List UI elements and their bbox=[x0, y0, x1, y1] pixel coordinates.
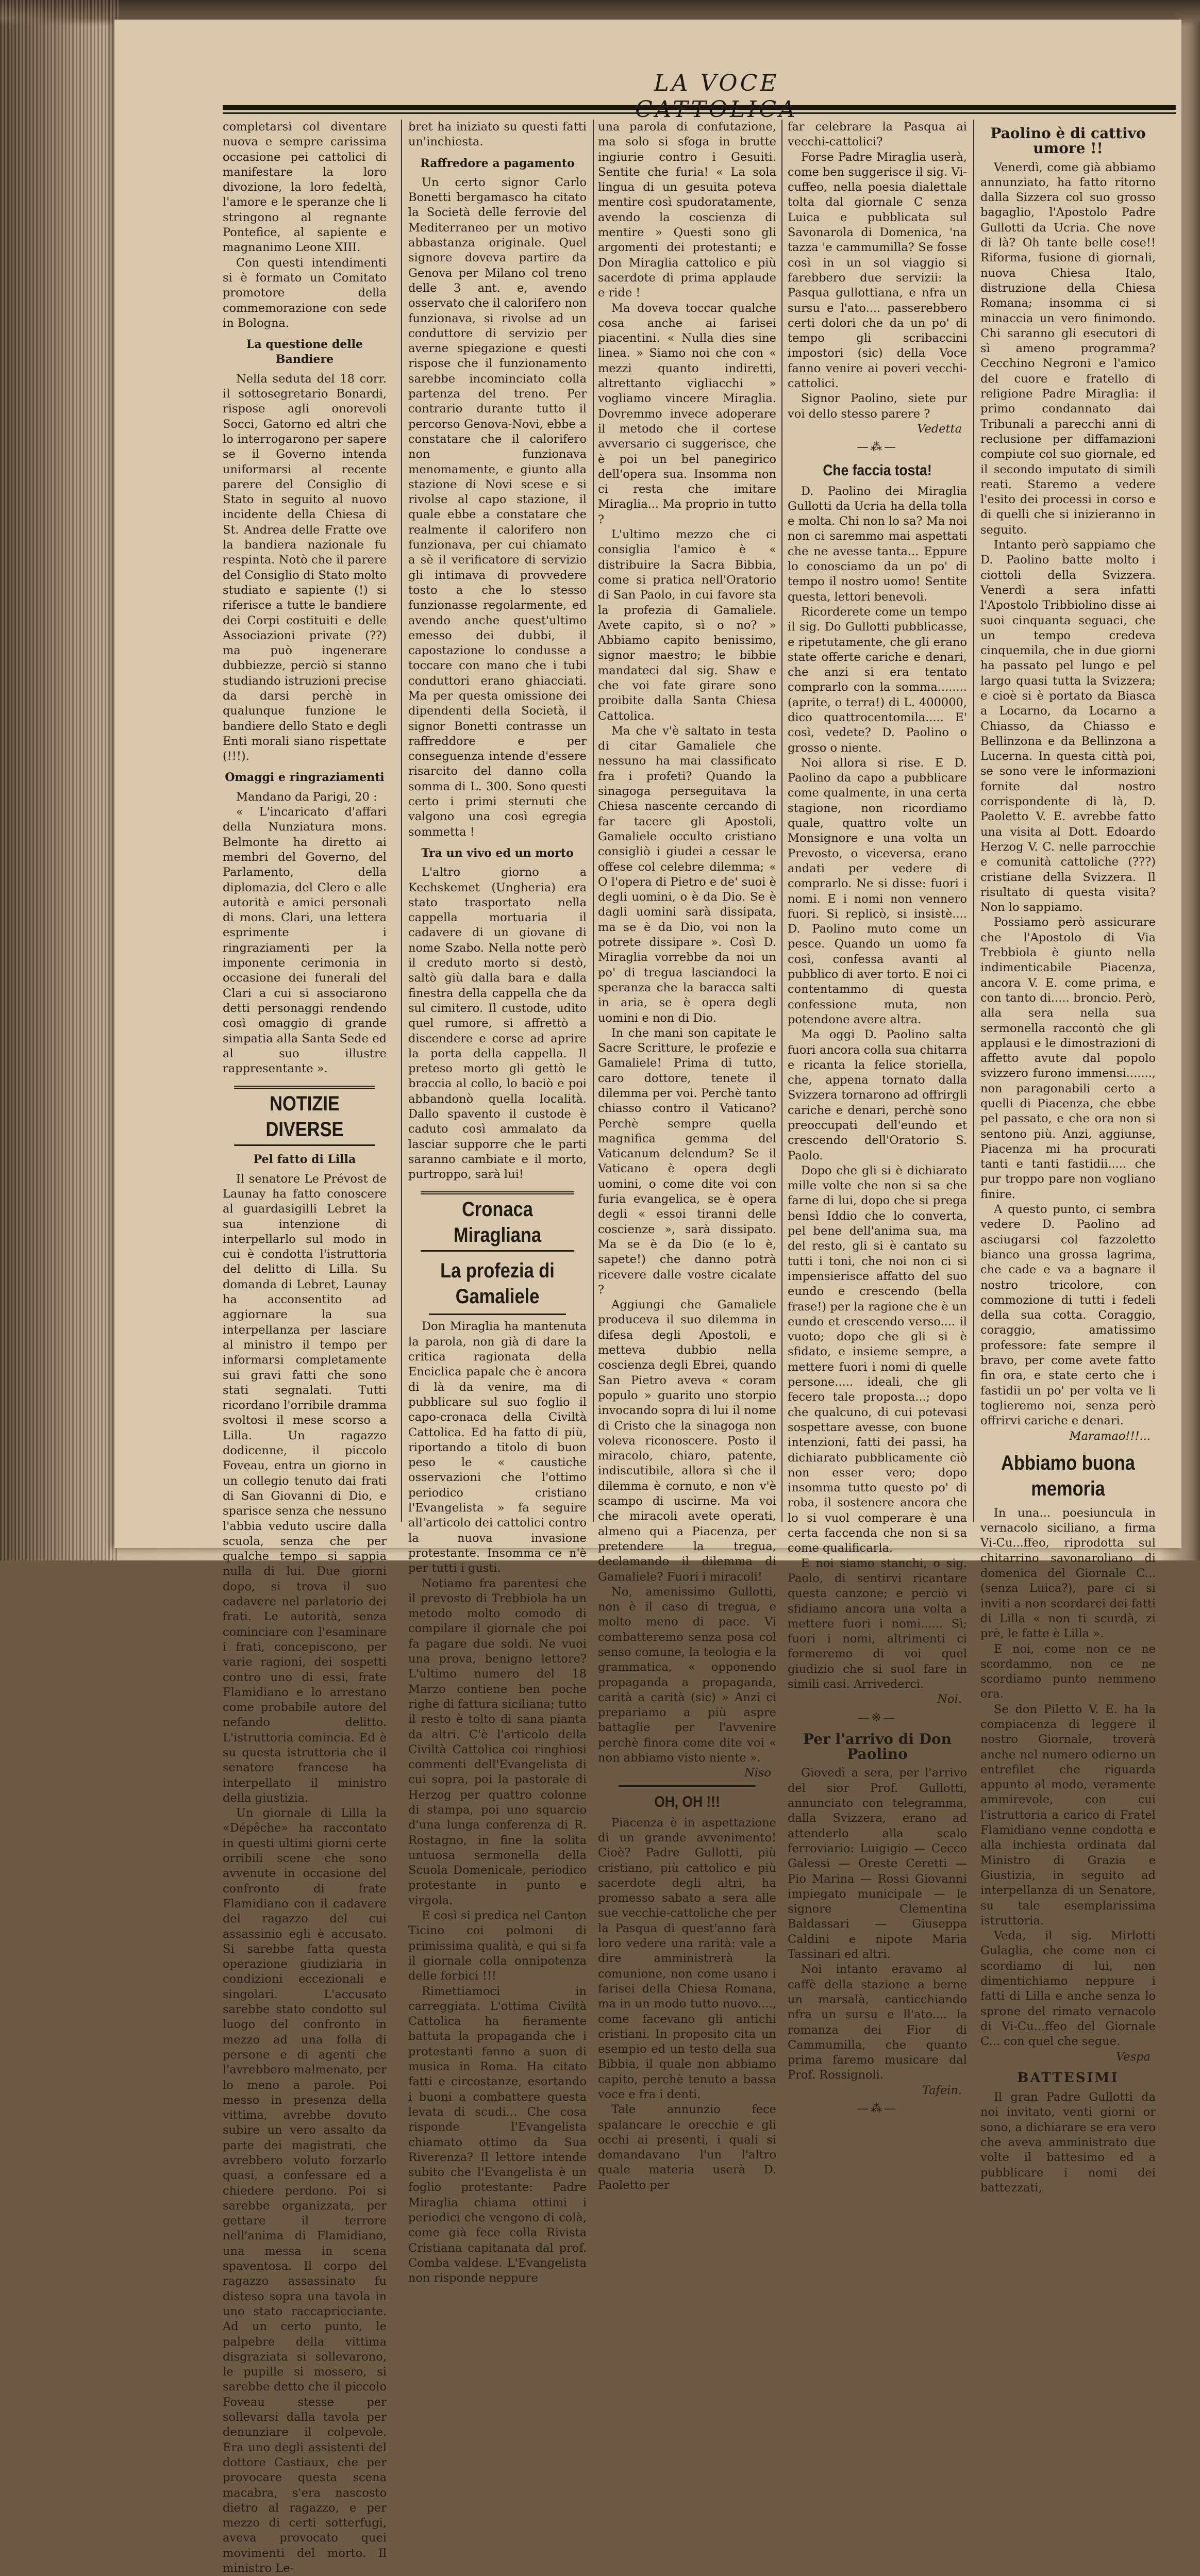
paragraph: E così si predica nel Canton Ticino coi polmoni di primissima qualità, e qui si fa il giornale colla onnipotenza delle forbici !!! bbox=[408, 1909, 587, 1983]
paragraph: una parola di confutazione, ma solo si sfoga in brutte ingiurie contro i Gesuiti. Sentite che furia! « La sola lingua di un gesuita poteva mentire così spudoratamente, avendo la coscienza di mentire » Questi sono gli argomenti dei protestanti; e Don Miraglia cattolico e più sacerdote di prima applaude e ride ! bbox=[598, 120, 776, 300]
paragraph: Il senatore Le Prévost de Launay ha fatto conoscere al guardasigilli Lebret la sua intenzione di interpellarlo sul modo in cui è condotta l'istruttoria del delitto di Lilla. Su domanda di Lebret, Launay ha acconsentito ad aggiornare la sua interpellanza per lasciare al ministro il tempo per informarsi completamente sui gravi fatti che sono stati segnalati. Tutti ricordano l'orribile dramma svoltosi il mese scorso a Lilla. Un ragazzo dodicenne, il piccolo Foveau, entra un giorno in un collegio tenuto dai frati di San Giovanni di Dio, e sparisce senza che nessuno l'abbia veduto uscire dalla scuola, senza che per qualche tempo si sappia nulla di lui. Due giorni dopo, si trova il suo cadavere nel parlatorio dei frati. Le autorità, senza cominciare con l'esaminare i frati, concepiscono, per varie ragioni, dei sospetti contro uno di essi, frate Flamidiano e lo arrestano come probabile autore del nefando delitto. L'istruttoria comincia. Ed è su questa istruttoria che il senatore francese ha interpellato il ministro della giustizia. bbox=[223, 1172, 387, 1805]
paragraph: E noi siamo stanchi, o sig. Paolo, di sentirvi ricantare questa canzone; e perciò vi sfidiamo ancora una volta a mettere fuori i nomi...... Sì; fuori i nomi, altrimenti ci formeremo di voi quel giudizio che si suol fare in simili casi. Arrivederci. bbox=[788, 1556, 967, 1691]
paragraph: Ricorderete come un tempo il sig. Do Gullotti pubblicasse, e ripetutamente, che gli erano state offerte cariche e denari, che anzi si era tentato comprarlo con la somma........ (aprite, o terra!) di L. 400000, dico quattrocentomila..... E' così, vedete? D. Paolino o grosso o niente. bbox=[788, 605, 967, 755]
section-title-notizie: NOTIZIE DIVERSE bbox=[234, 1086, 375, 1146]
section-heading: BATTESIMI bbox=[1017, 2070, 1119, 2086]
paragraph: Un giornale di Lilla la «Dépêche» ha raccontato in questi ultimi giorni certe orribili scene che sono avvenute in occasione del confronto di frate Flamidiano con il cadavere del ragazzo del cui assassinio egli è accusato. Si sarebbe fatta questa operazione giudiziaria in condizioni eccezionali e singolari. L'accusato sarebbe stato condotto sul luogo del confronto in mezzo ad una folla di persone e di agenti che l'avrebbero malmenato, per lo meno a parole. Poi messo in presenza della vittima, avrebbe dovuto subire un vero assalto da parte dei magistrati, che avrebbero voluto forzarlo quasi, a confessare ed a chiedere perdono. Poi si sarebbe organizzata, per gettare il terrore nell'anima di Flamidiano, una messa in scena spaventosa. Il corpo del ragazzo assassinato fu disteso sopra una tavola in uno stato raccapricciante. Ad un certo punto, le palpebre della vittima disgraziata si sollevarono, le pupille si mossero, si sarebbe detto che il piccolo Foveau stesse per sollevarsi dalla tavola per denunziare il colpevole. Era uno degli assistenti del dottore Castiaux, che per provocare questa scena macabra, s'era nascosto dietro al ragazzo, e per mezzo di certi sotterfugi, aveva provocato quei movimenti del morto. Il ministro Le- bbox=[223, 1806, 387, 2575]
paragraph: Veda, il sig. Mirlotti Gulaglia, che come non ci scordiamo di lui, non dimentichiamo neppure i fatti di Lilla e anche senza lo sprone del rimato vernacolo di Vi-Cu...ffeo del Giornale C... con quel che segue. bbox=[980, 1929, 1156, 2049]
article-headline: OH, OH !!! bbox=[654, 1793, 720, 1810]
paragraph: Un certo signor Carlo Bonetti bergamasco ha citato la Società delle ferrovie del Mediterraneo per un motivo abbastanza originale. Quel signore doveva partire da Genova per Milano col treno delle 3 ant. e, avendo osservato che il calorifero non funzionava, si rivolse ad un conduttore di servizio per averne spiegazione e questi rispose che il funzionamento sarebbe incominciato colla partenza del treno. Per contrario durante tutto il percorso Genova-Novi, ebbe a constatare che il calorifero non funzionava menomamente, e giunto alla stazione di Novi scese e si rivolse al capo stazione, il quale ebbe a constatare che realmente il calorifero non funzionava, per cui chiamato a sè il verificatore di servizio gli intimava di provvedere tosto a che lo stesso funzionasse regolarmente, ed avendo anche quest'ultimo emesso dei dubbi, il capostazione lo condusse a toccare con mano che i tubi conduttori erano ghiacciati. Ma per questa omissione dei dipendenti della Società, il signor Bonetti contrasse un raffreddore e per conseguenza intende d'essere risarcito del danno colla somma di L. 300. Sono questi certo i primi sternuti che valgono una così egregia sommetta ! bbox=[408, 175, 587, 839]
paragraph: Giovedì a sera, per l'arrivo del sior Prof. Gullotti, annunciato con telegramma, dalla Svizzera, erano ad attenderlo alla scalo ferroviario: Luigigio — Cecco Galessi — Oreste Ceretti — Pio Marina — Rossi Giovanni impiegato municipale — le signore Clementina Baldassari — Giuseppa Caldini e nipote Maria Tassinari ed altri. bbox=[788, 1766, 967, 1962]
paragraph: bret ha iniziato su questi fatti un'inchiesta. bbox=[408, 120, 587, 149]
paragraph: Dopo che gli si è dichiarato mille volte che non si sa che farne di lui, dopo che si prega bensì Iddio che lo converta, pel bene dell'anima sua, ma del resto, gli si è cantato su tutti i toni, che noi non ci si impensierisce affatto del suo eundo e crescendo (bella frase!) per la ragione che è un eundo et crescendo verso.... il vuoto; dopo che gli si è sfidato, e insieme sempre, a mettere fuori i nomi di quelle persone..... ideali, che gli fecero tale proposta...; dopo che qualcuno, di cui potevasi sospettare avesse, con buone intenzioni, fatti dei passi, ha dichiarato pubblicamente ciò non esser vero; dopo insomma tutto questo po' di roba, il sostenere ancora che lo si vuol comperare è una certa faccenda che non si sa come qualificarla. bbox=[788, 1164, 967, 1555]
paragraph: Ma doveva toccar qualche cosa anche ai farisei piacentini. « Nulla dies sine linea. » Siamo noi che con « mezzi quanto indiretti, altrettanto vigliacchi » vogliamo vincere Miraglia. Dovremmo invece adoperare il metodo che il cortese avversario ci suggerisce, che è poi un bel panegirico dell'opera sua. Insomma non ci resta che imitare Miraglia... Ma proprio in tutto ? bbox=[598, 301, 776, 526]
column-2 bbox=[408, 120, 587, 2285]
ornament: —⁂— bbox=[857, 440, 898, 454]
paragraph: Mandano da Parigi, 20 : bbox=[236, 790, 377, 804]
ornament: —※— bbox=[858, 1710, 897, 1724]
signature: Vedetta bbox=[917, 422, 962, 436]
divider bbox=[429, 1314, 566, 1315]
paragraph: Tale annunzio fece spalancare le orecchie e gli occhi ai presenti, i quali si domandavano l'un l'altro quale materia userà D. Paoletto per bbox=[598, 2103, 776, 2192]
column-separator bbox=[781, 120, 782, 1522]
paragraph: Notiamo fra parentesi che il prevosto di Trebbiola ha un metodo molto comodo di compilare il giornale che poi fa pagare due soldi. Ne vuoi una prova, benigno lettore? L'ultimo numero del 18 Marzo contiene ben poche righe di fattura siciliana; tutto il resto è tolto di sana pianta da altri. C'è l'articolo della Civiltà Cattolica coi ringhiosi commenti dell'Evangelista di cui sopra, poi la pastorale di Herzog per quattro colonne di stampa, poi uno squarcio d'una lunga conferenza di R. Rostagno, in fine la solita untuosa sermonella della Scuola Domenicale, periodico protestante in punto e virgola. bbox=[408, 1576, 587, 1907]
column-4 bbox=[788, 120, 967, 2115]
paragraph: far celebrare la Pasqua ai vecchi-cattolici? bbox=[788, 120, 967, 149]
column-5 bbox=[980, 120, 1156, 2195]
section-title-cronaca: Cronaca Miragliana bbox=[421, 1191, 574, 1252]
article-headline: Abbiamo buona memoria bbox=[1001, 1451, 1135, 1500]
column-1 bbox=[223, 120, 387, 2575]
paragraph: Forse Padre Miraglia userà, come ben suggerisce il sig. Vi-cuffeo, nella poesia dialettale tolta dal giornale C senza Luica e pubblicata sul Savonarola di Domenica, 'na tazza 'e cammumilla? Se fosse così in un sol viaggio si farebbero due servizii: la Pasqua gullottiana, e nfra un sursu e l'ato.... passerebbero certi dolori che da un po' di tempo gli scribaccini impostori (sic) della Voce fanno venire ai poveri vecchi-cattolici. bbox=[788, 150, 967, 391]
section-heading: Raffredore a pagamento bbox=[420, 156, 575, 170]
paragraph: In che mani son capitate le Sacre Scritture, le profezie e Gamaliele! Prima di tutto, caro dottore, tenete il dilemma per voi. Perchè tanto chiasso contro il Vaticano? Perchè sempre quella magnifica gemma del Vaticanum delendum? Se il Vaticano è opera degli uomini, o come dite voi con furia evangelica, se è opera degli « essoi tiranni delle coscienze », sarà dissipato. Ma se è da Dio (e lo è, sapete!) che danno potrà ricevere dalle vostre cicalate ? bbox=[598, 1026, 776, 1297]
paragraph: Venerdì, come già abbiamo annunziato, ha fatto ritorno dalla Sizzera col suo grosso bagaglio, l'Apostolo Padre Gullotti da Ucria. Che nove di là? Oh tante belle cose!! Riforma, fusione di giornali, nuova Chiesa Italo, distruzione della Chiesa Romana; insomma ci si minaccia un vero finimondo. Chi saranno gli esecutori di sì ameno programma? Cecchino Negroni e l'amico del cuore e fratello di religione Padre Miraglia: il primo condannato dai Tribunali a parecchi anni di reclusione per diffamazioni compiute col suo giornale, ed il secondo imputato di simili reati. Staremo a vedere l'esito dei processi in corso e di quelli che si inizieranno in seguito. bbox=[980, 160, 1156, 537]
paragraph: L'ultimo mezzo che ci consiglia l'amico è « distribuire la Sacra Bibbia, come si pratica nell'Oratorio di San Paolo, in cui favore sta la profezia di Gamaliele. Avete capito, sì o no? » Abbiamo capito benissimo, signor maestro; le bibbie mandateci dal sig. Shaw e che voi fate girare sono proibite dalla Santa Chiesa Cattolica. bbox=[598, 528, 776, 723]
paragraph: Possiamo però assicurare che l'Apostolo di Via Trebbiola è giunto nella indimenticabile Piacenza, ancora V. E. come prima, e con tanto di..... broncio. Però, alla sera nella sua sermonella raccontò che gli applausi e le dimostrazioni di affetto avute dal popolo svizzero furono immensi......., non paragonabili certo a quelli di Piacenza, che ebbe pel passato, e che ora non si sentono più. Anzi, aggiunse, Piacenza mi ha procurati tanti e tanti fastidii..... che pur troppo pare non vogliano finire. bbox=[980, 916, 1156, 1201]
paragraph: Ma che v'è saltato in testa di citar Gamaliele che nessuno ha mai classificato fra i profeti? Quando la sinagoga perseguitava la Chiesa nascente cercando di far tacere gli Apostoli, Gamaliele occulto cristiano consigliò i giudei a cessar le offese col celebre dilemma; « O l'opera di Pietro e de' suoi è degli uomini, o è da Dio. Se è dagli uomini sarà dissipata, ma se è da Dio, voi non la potrete dissipare ». Così D. Miraglia vorrebbe da noi un po' di tregua lasciandoci la speranza che la baracca salti in aria, se è opera degli uomini e non di Dio. bbox=[598, 724, 776, 1025]
signature: Niso bbox=[744, 1766, 771, 1780]
section-heading: Tra un vivo ed un morto bbox=[421, 846, 574, 860]
column-3 bbox=[598, 120, 776, 2192]
section-heading: Per l'arrivo di Don Paolino bbox=[803, 1730, 952, 1763]
paragraph: No, amenissimo Gullotti, non è il caso di tregua, e molto meno di pace. Vi combatteremo senza posa col senso comune, la teologia e la grammatica, « opponendo propaganda a propaganda, carità a carità (sic) » Anzi ci prepariamo a più aspre battaglie per l'avvenire perchè finora come dite voi « non abbiamo visto niente ». bbox=[598, 1585, 776, 1765]
book-page-stack bbox=[0, 0, 119, 1560]
paragraph: Noi allora si rise. E D. Paolino da capo a pubblicare come qualmente, in una certa stagione, non ricordiamo quale, quattro volte un Monsignore e una volta un Prevosto, o viceversa, erano andati per vedere di comprarlo. Ne si disse: fuori i nomi. E i nomi non vennero fuori. Si replicò, si insistè.... D. Paolino muto come un pesce. Quando un uomo fa così, confessa avanti al pubblico di aver torto. E noi ci contentammo di questa confessione muta, non potendone avere altra. bbox=[788, 756, 967, 1026]
paragraph: In una... poesiuncula in vernacolo siciliano, a firma Vi-Cu...ffeo, riprodotta sul chitarrino savonaroliano di domenica del Giornale C... (senza Luica?), pare ci si inviti a non scordarci dei fatti di Lilla « non ti scurdà, zi prè, le fatte è Lilla ». bbox=[980, 1506, 1156, 1641]
masthead-rule-thin bbox=[223, 112, 1176, 114]
signature: Tafein. bbox=[922, 2083, 962, 2097]
masthead: LA VOCE bbox=[654, 70, 779, 96]
paragraph: completarsi col diventare nuova e sempre carissima occasione pei cattolici di manifestare la loro divozione, la loro fedeltà, l'amore e le speranze che li stringono al regnante Pontefice, al sapiente e magnanimo Leone XIII. bbox=[223, 120, 387, 255]
ornament: —⁂— bbox=[857, 2102, 898, 2115]
paragraph: Don Miraglia ha mantenuta la parola, non già di dare la critica ragionata della Enciclica papale che è ancora di là da venire, ma di pubblicare sul suo foglio il capo-cronaca della Civiltà Cattolica. Ed ha fatto di più, riportando a titolo di buon peso le « caustiche osservazioni che l'ottimo periodico cristiano l'Evangelista » fa seguire all'articolo dei cattolici contro la nuova invasione protestante. Insomma ce n'è per tutti i gusti. bbox=[408, 1320, 587, 1575]
article-headline: Che faccia tosta! bbox=[823, 461, 932, 479]
paragraph: A questo punto, ci sembra vedere D. Paolino ad asciugarsi col fazzoletto bianco una grossa lagrima, che cade e va a bagnare il nostro tricolore, con commozione di tutti i fedeli della sua cotta. Coraggio, coraggio, amatissimo professore: fate sempre il bravo, per come avete fatto fin ora, e state certo che i fastidii un po' per volta ve li toglieremo noi, senza però offrirvi cariche e denari. bbox=[980, 1203, 1156, 1428]
article-headline: La profezia di Gamaliele bbox=[440, 1259, 555, 1308]
paragraph: Noi intanto eravamo al caffè della stazione a berne un marsalà, canticchiando nfra un sursu e ll'ato.... la romanza dei Fior di Cammumilla, che quanto prima faremo musicare dal Prof. Rossignoli. bbox=[788, 1963, 967, 2082]
section-heading: La questione delle Bandiere bbox=[246, 338, 363, 367]
paragraph: Il gran Padre Gullotti da noi invitato, venti giorni or sono, a dichiarare se era vero che aveva amministrato due volte il battesimo ed a pubblicare i nomi dei battezzati, bbox=[980, 2090, 1156, 2195]
signature: Noi. bbox=[937, 1692, 962, 1706]
column-separator bbox=[401, 120, 402, 1522]
paragraph: « L'incaricato d'affari della Nunziatura mons. Belmonte ha diretto ai membri del Governo, del Parlamento, della diplomazia, del Clero e alle autorità e amici personali di mons. Clari, una lettera esprimente i ringraziamenti per la imponente cerimonia in occasione dei funerali del Clari a cui si associarono detti personaggi rendendo così omaggio di grande simpatia alla Santa Sede ed al suo illustre rappresentante ». bbox=[223, 805, 387, 1076]
paragraph: L'altro giorno a Kechskemet (Ungheria) era stato trasportato nella cappella mortuaria il cadavere di un giovane di nome Szabo. Nella notte però il creduto morto si destò, saltò giù dalla bara e dalla finestra della cappella che da sul cimitero. Il custode, udito quel rumore, si affrettò a discendere e corse ad aprire la porta della cappella. Il preteso morto gli gettò le braccia al collo, lo baciò e poi abbandonò quella località. Dallo spavento il custode è caduto così ammalato da lasciar supporre che le parti saranno cambiate e il morto, purtroppo, sarà lui! bbox=[408, 866, 587, 1182]
masthead-rule bbox=[223, 105, 1176, 110]
column-separator bbox=[973, 120, 974, 1522]
paragraph: Con questi intendimenti si è formato un Comitato promotore della commemorazione con sede in Bologna. bbox=[223, 256, 387, 330]
paragraph: Aggiungi che Gamaliele produceva il suo dilemma in difesa degli Apostoli, e metteva dubbio nella coscienza degli Ebrei, quando San Pietro aveva « coram populo » guarito uno storpio invocando sopra di lui il nome di Cristo che la sinagoga non voleva riconoscere. Posto il miracolo, chiaro, patente, indiscutibile, allora sì che il dilemma è cornuto, e non v'è scampo di uscirne. Ma voi che miracoli avete operati, almeno qui a Piacenza, per pretendere la tregua, declamando il dilemma di Gamaliele? Fuori i miracoli! bbox=[598, 1298, 776, 1584]
section-heading: Pel fatto di Lilla bbox=[253, 1153, 356, 1167]
paragraph: Piacenza è in aspettazione di un grande avvenimento! Cioè? Padre Gullotti, più cristiano, più cattolico e più sacerdote degli altri, ha promesso sabato a sera alle sue vecchie-cattoliche che per la Pasqua di quest'anno farà loro vedere una rarità: vale a dire amministrerà la comunione, non come usano i farisei della Chiesa Romana, ma in un modo tutto nuovo...., come facevano gli antichi cristiani. In proposito cita un esempio ed un testo della sua Bibbia, il quale non abbiamo capito, perchè tenuto a bassa voce e fra i denti. bbox=[598, 1816, 776, 2101]
paragraph: Signor Paolino, siete pur voi dello stesso parere ? bbox=[788, 392, 967, 421]
signature: Maramao!!!... bbox=[1069, 1429, 1151, 1443]
paragraph: Nella seduta del 18 corr. il sottosegretario Bonardi, rispose agli onorevoli Socci, Gatorno ed altri che lo interrogarono per sapere se il Governo intenda uniformarsi al recente parere del Consiglio di Stato in seguito al nuovo incidente della Chiesa di St. Andrea delle Fratte ove la bandiera nazionale fu respinta. Notò che il parere del Consiglio di Stato molto studiato e sapiente (!) si riferisce a tutte le bandiere dei Corpi costituiti e delle Associazioni private (??) ma può ingenerare dubbiezze, perciò si stanno studiando istruzioni precise da darsi perchè in qualunque funzione le bandiere dello Stato e degli Enti morali siano rispettate (!!!). bbox=[223, 372, 387, 763]
paragraph: Ma oggi D. Paolino salta fuori ancora colla sua chitarra e ricanta la felice storiella, che, appena tornato dalla Svizzera tornarono ad offrirgli cariche e denari, perchè sono preoccupati dell'eundo et crescendo dell'Oratorio S. Paolo. bbox=[788, 1028, 967, 1162]
paragraph: Se don Piletto V. E. ha la compiacenza di leggere il nostro Giornale, troverà anche nel numero odierno un entrefilet che riguarda appunto al modo, veramente ammirevole, con cui l'istruttoria a carico di Fratel Flamidiano venne condotta e alla inchiesta ordinata dal Ministro di Grazia e Giustizia, in seguito ad interpellanza di un Senatore, su tale esemplarissima istruttoria. bbox=[980, 1702, 1156, 1927]
divider bbox=[619, 1785, 756, 1787]
section-heading: Omaggi e ringraziamenti bbox=[225, 771, 385, 785]
paragraph: Intanto però sappiamo che D. Paolino batte molto i ciottoli della Svizzera. Venerdì a sera infatti l'Apostolo Tribbiolino disse ai suoi cinquanta seguaci, che un tempo credeva cinquemila, che in due giorni ha passato pel lungo e pel largo quasi tutta la Svizzera; e cioè si è portato da Biasca a Locarno, da Locarno a Chiasso, da Chiasso e Bellinzona e da Bellinzona a Lucerna. In questa città poi, se sono vere le informazioni fornite dal nostro corrispondente di là, D. Paoletto V. E. avrebbe fatto una visita al Dott. Edoardo Herzog V. C. nelle parrocchie e comunità cattoliche (???) cristiane della Svizzera. Il risultato di questa visita? Non lo sappiamo. bbox=[980, 538, 1156, 915]
signature: Vespa bbox=[1116, 2050, 1151, 2064]
paragraph: E noi, come non ce ne scordammo, non ce ne scordiamo punto nemmeno ora. bbox=[980, 1642, 1156, 1701]
section-heading: Paolino è di cattivo umore !! bbox=[990, 125, 1146, 157]
column-separator bbox=[593, 120, 594, 1522]
paragraph: D. Paolino dei Miraglia Gullotti da Ucria ha della tolla e molta. Chi non lo sa? Ma noi non ci saremmo mai aspettati che ne avesse tanta... Eppure lo conosciamo da un po' di tempo il nostro uomo! Sentite questa, lettori benevoli. bbox=[788, 484, 967, 604]
paragraph: Rimettiamoci in carreggiata. L'ottima Civiltà Cattolica ha fieramente battuta la propaganda che i protestanti fanno a suon di musica in Roma. Ha citato fatti e circostanze, esortando i buoni a combattere questa levata di scudi... Che cosa risponde l'Evangelista chiamato ottimo da Sua Riverenza? Il lettore intende subito che l'Evangelista è un foglio protestante: Padre Miraglia chiama ottimi i periodici che vengono di colà, come già fece colla Rivista Cristiana capitanata dal prof. Comba valdese. L'Evangelista non risponde neppure bbox=[408, 1984, 587, 2285]
